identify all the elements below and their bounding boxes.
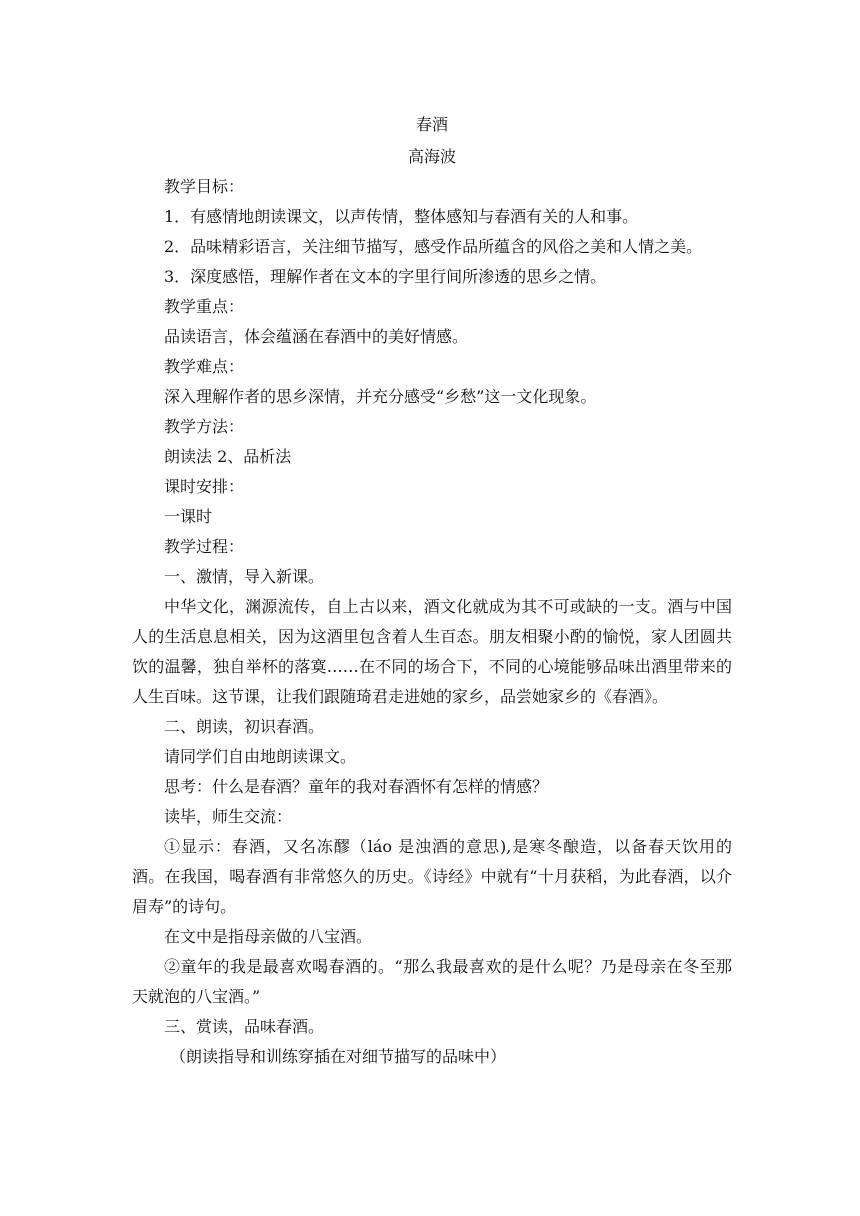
mother-wine-line: 在文中是指母亲做的八宝酒。 [164,927,373,946]
read-instruction: 请同学们自由地朗读课文。 [164,747,357,766]
document-content [132,110,732,1072]
teaching-goals-heading: 教学目标： [164,177,245,196]
section-one-heading: 一、激情，导入新课。 [164,567,325,586]
childhood-paragraph: ②童年的我是最喜欢喝春酒的。“那么我最喜欢的是什么呢？乃是母亲在冬至那天就泡的八宝酒。” [132,957,732,1006]
teaching-process-heading: 教学过程： [164,537,245,556]
document-title: 春酒 [415,115,448,134]
document-author: 高海波 [407,147,456,166]
spring-wine-definition-paragraph: ①显示：春酒，又名冻醪（láo 是浊酒的意思),是寒冬酿造，以备春天饮用的酒。在我国，喝春酒有非常悠久的历史。《诗经》中就有“十月获稻，为此春酒，以介眉寿”的诗句。 [132,837,732,916]
section-three-heading: 三、赏读，品味春酒。 [164,1017,325,1036]
teaching-method-text: 朗读法 2、品析法 [164,447,292,466]
thinking-question: 思考：什么是春酒？童年的我对春酒怀有怎样的情感？ [164,777,549,796]
teaching-difficulty-heading: 教学难点： [164,357,245,376]
class-time-text: 一课时 [164,507,213,526]
goal-3: 3．深度感悟，理解作者在文本的字里行间所渗透的思乡之情。 [164,267,607,286]
intro-paragraph: 中华文化，渊源流传，自上古以来，酒文化就成为其不可或缺的一支。酒与中国人的生活息息相关，因为这酒里包含着人生百态。朋友相聚小酌的愉悦，家人团圆共饮的温馨，独自举杯的落寞……在不同的场合下，不同的心境能够品味出酒里带来的人生百味。这节课，让我们跟随琦君走进她的家乡，品尝她家乡的《春酒》。 [132,597,732,706]
teaching-focus-text: 品读语言，体会蕴涵在春酒中的美好情感。 [164,327,469,346]
teaching-focus-heading: 教学重点： [164,297,245,316]
section-two-heading: 二、朗读，初识春酒。 [164,717,325,736]
reading-guidance-note: （朗读指导和训练穿插在对细节描写的品味中） [170,1047,507,1066]
discussion-heading: 读毕，师生交流： [164,807,293,826]
goal-1: 1．有感情地朗读课文，以声传情，整体感知与春酒有关的人和事。 [164,207,639,226]
teaching-difficulty-text: 深入理解作者的思乡深情，并充分感受“乡愁”这一文化现象。 [164,387,597,406]
teaching-method-heading: 教学方法： [164,417,245,436]
goal-2: 2．品味精彩语言，关注细节描写，感受作品所蕴含的风俗之美和人情之美。 [164,237,703,256]
class-time-heading: 课时安排： [164,477,245,496]
